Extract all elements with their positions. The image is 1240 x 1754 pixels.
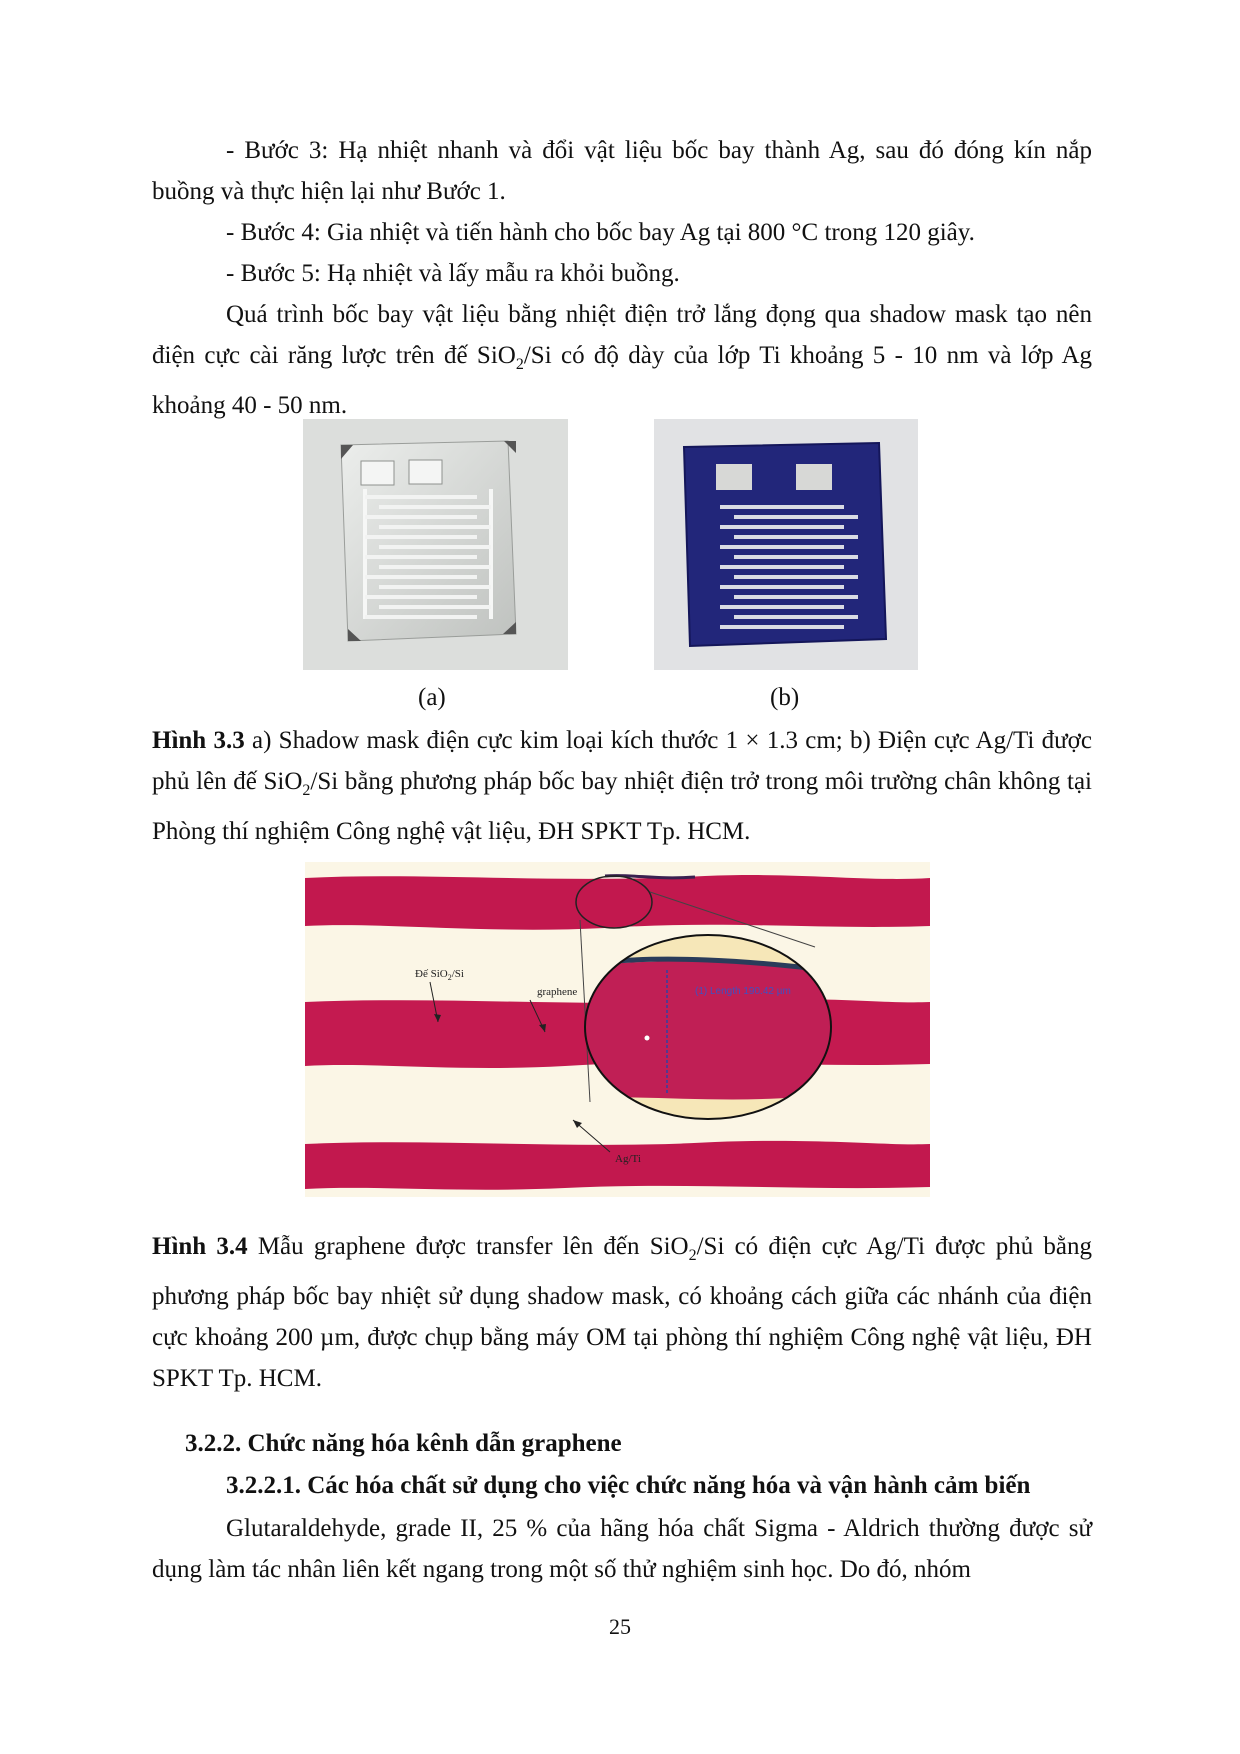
process-paragraph: Quá trình bốc bay vật liệu bằng nhiệt điện trở lắng đọng qua shadow mask tạo nên điện cực cài răng lược trên đế SiO$_2$/Si có độ dày của lớp Ti khoảng 5 - 10 nm và lớp Ag khoảng 40 - 50 nm. bbox=[152, 301, 1092, 419]
step-3-paragraph: - Bước 3: Hạ nhiệt nhanh và đổi vật liệu bốc bay thành Ag, sau đó đóng kín nắp buồng và thực hiện lại như Bước 1. bbox=[152, 137, 1092, 205]
section-heading-3-2-2-1: 3.2.2.1. Các hóa chất sử dụng cho việc chức năng hóa và vận hành cảm biến bbox=[226, 1472, 1031, 1499]
step-5-paragraph: - Bước 5: Hạ nhiệt và lấy mẫu ra khỏi buồng. bbox=[226, 260, 680, 287]
section-heading-3-2-2: 3.2.2. Chức năng hóa kênh dẫn graphene bbox=[185, 1430, 622, 1457]
agti-annotation: Ag/Ti bbox=[615, 1153, 641, 1165]
figure-3-3b-electrode-photo bbox=[654, 419, 918, 670]
graphene-annotation: graphene bbox=[537, 986, 578, 998]
section-body-paragraph: Glutaraldehyde, grade II, 25 % của hãng hóa chất Sigma - Aldrich thường được sử dụng làm tác nhân liên kết ngang trong một số thử nghiệm sinh học. Do đó, nhóm bbox=[152, 1515, 1092, 1583]
substrate-annotation: Đế SiO$_2$/Si bbox=[415, 968, 464, 982]
figure-3-3a-shadow-mask-photo bbox=[303, 419, 568, 670]
figure-3-4-optical-micrograph bbox=[305, 862, 930, 1197]
steps-block bbox=[152, 130, 1092, 426]
figure-3-3-caption: Hình 3.3 a) Shadow mask điện cực kim loại kích thước 1 × 1.3 cm; b) Điện cực Ag/Ti được phủ lên đế SiO$_2$/Si bằng phương pháp bốc bay nhiệt điện trở trong môi trường chân không tại Phòng thí nghiệm Công nghệ vật liệu, ĐH SPKT Tp. HCM. bbox=[152, 727, 1093, 845]
length-measurement-annotation: (1) Length 190.42 µm bbox=[695, 986, 791, 997]
figure-3-3a-label: (a) bbox=[418, 684, 446, 711]
step-4-paragraph: - Bước 4: Gia nhiệt và tiến hành cho bốc bay Ag tại 800 °C trong 120 giây. bbox=[226, 219, 975, 246]
figure-3-4-caption: Hình 3.4 Mẫu graphene được transfer lên đến SiO$_2$/Si có điện cực Ag/Ti được phủ bằng phương pháp bốc bay nhiệt sử dụng shadow mask, có khoảng cách giữa các nhánh của điện cực khoảng 200 µm, được chụp bằng máy OM tại phòng thí nghiệm Công nghệ vật liệu, ĐH SPKT Tp. HCM. bbox=[152, 1233, 1092, 1392]
page-number: 25 bbox=[609, 1614, 631, 1639]
figure-3-3b-label: (b) bbox=[770, 684, 800, 711]
